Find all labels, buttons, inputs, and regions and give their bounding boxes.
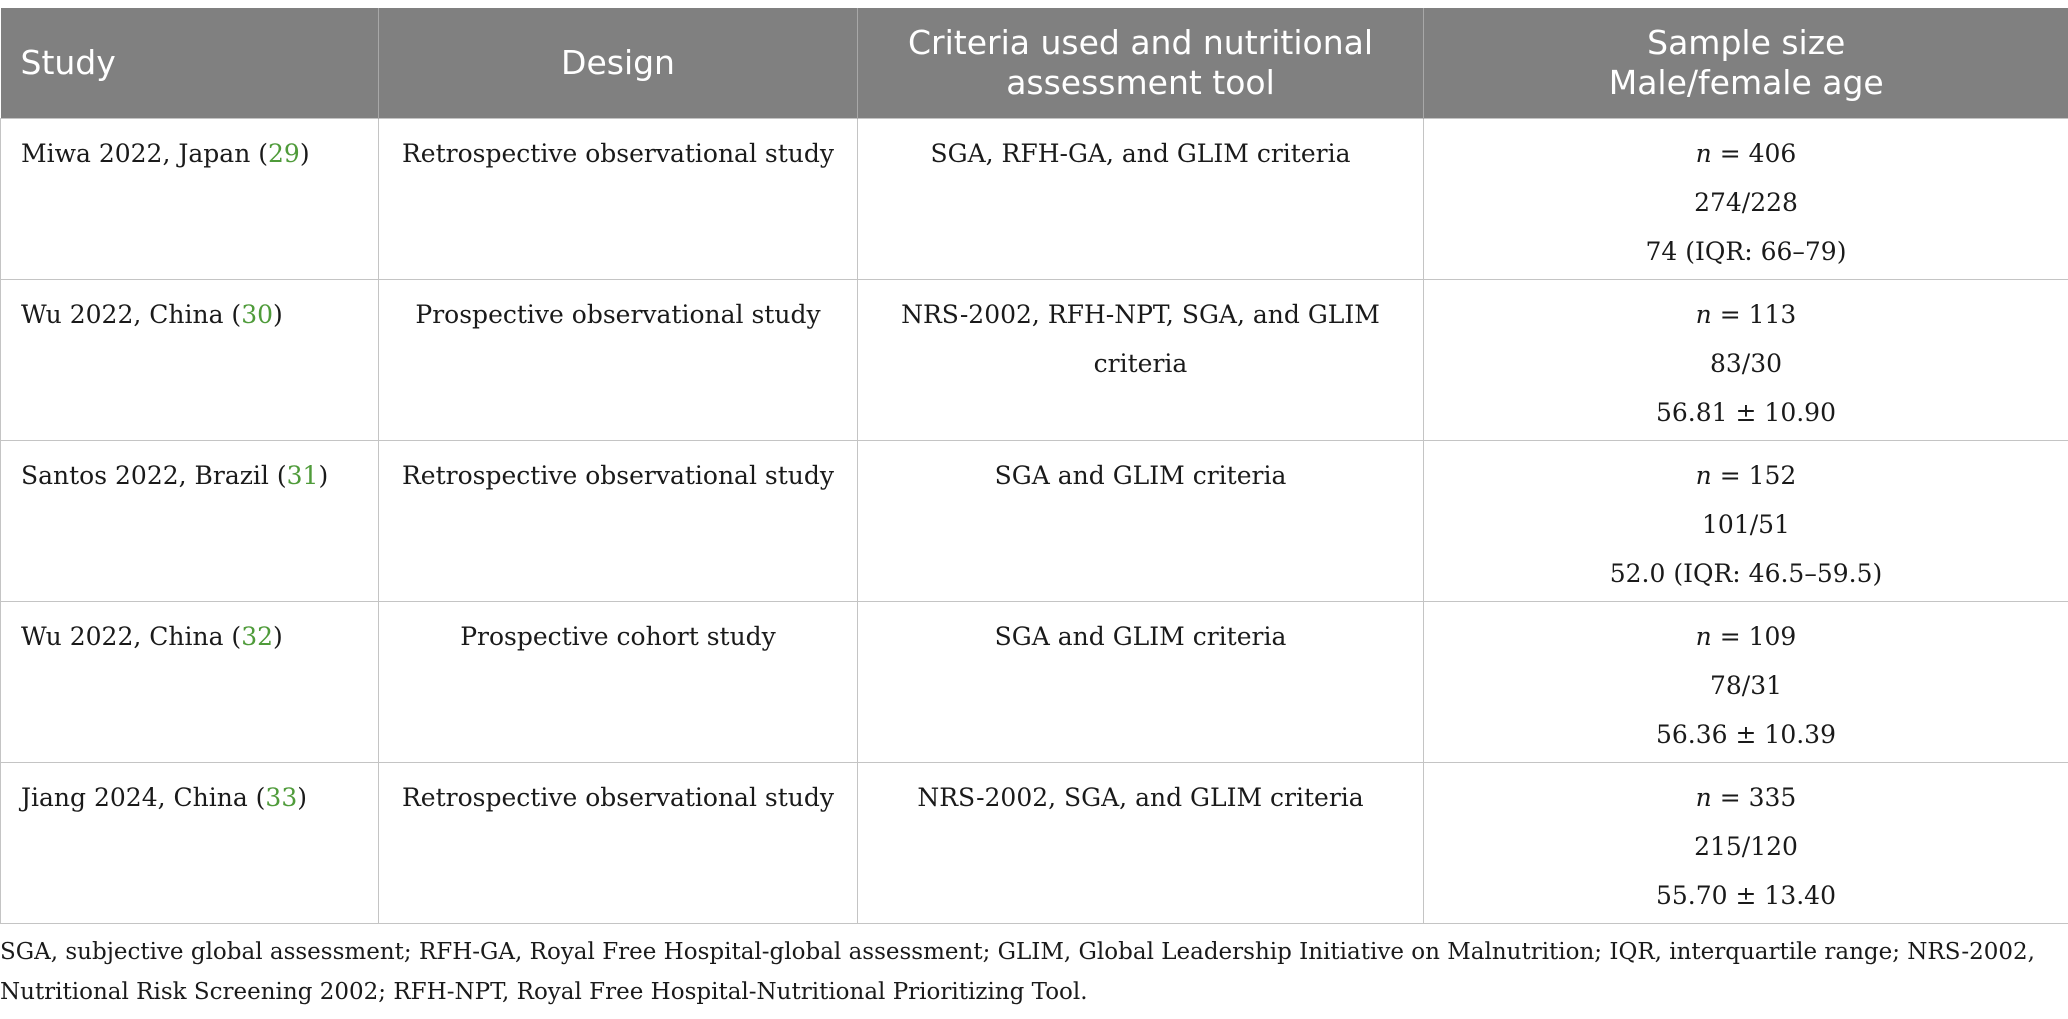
study-characteristics-table <box>0 8 2068 924</box>
cell-sample <box>1424 279 2068 440</box>
study-text: Jiang 2024, China ( <box>21 782 266 812</box>
table-row <box>1 118 2068 279</box>
cell-design: Prospective observational study <box>379 279 858 440</box>
sample-age: 56.81 ± 10.90 <box>1656 397 1836 427</box>
header-study: Study <box>20 42 116 82</box>
n-value: = 113 <box>1711 299 1797 329</box>
header-sample-line1: Sample size <box>1647 22 1846 62</box>
n-label: n <box>1695 621 1712 651</box>
header-criteria-line1: Criteria used and nutritional <box>908 22 1373 62</box>
n-value: = 152 <box>1711 460 1797 490</box>
cell-criteria: SGA and GLIM criteria <box>858 440 1424 601</box>
n-label: n <box>1695 782 1712 812</box>
header-criteria <box>858 8 1424 118</box>
n-value: = 335 <box>1711 782 1797 812</box>
table-container <box>0 8 2068 924</box>
header-sample <box>1424 8 2068 118</box>
header-design: Design <box>379 8 858 118</box>
study-close: ) <box>299 138 310 168</box>
cell-design: Retrospective observational study <box>379 440 858 601</box>
sample-n <box>1438 612 2054 661</box>
sample-n <box>1438 451 2054 500</box>
cell-criteria: SGA and GLIM criteria <box>858 601 1424 762</box>
table-footnote: SGA, subjective global assessment; RFH-GA, Royal Free Hospital-global assessment; GLIM, Global Leadership Initiative on Malnutrition; IQR, interquartile range; NRS-2002, Nutritional Risk Screening 2002; RFH-NPT, Royal Free Hospital-Nutritional Prioritizing Tool. <box>0 939 2035 1005</box>
reference-link[interactable]: 30 <box>241 299 273 329</box>
study-close: ) <box>318 460 329 490</box>
cell-criteria: NRS-2002, RFH-NPT, SGA, and GLIM criteria <box>858 279 1424 440</box>
reference-link[interactable]: 32 <box>241 621 273 651</box>
study-text: Wu 2022, China ( <box>21 621 242 651</box>
table-header <box>1 8 2068 118</box>
study-close: ) <box>273 299 283 329</box>
reference-link[interactable]: 33 <box>265 782 298 812</box>
study-text: Wu 2022, China ( <box>21 299 242 329</box>
n-value: = 406 <box>1711 138 1797 168</box>
sample-age: 55.70 ± 13.40 <box>1656 880 1836 910</box>
sample-sex: 101/51 <box>1702 509 1790 539</box>
sample-n <box>1438 129 2054 178</box>
table-row <box>1 762 2068 923</box>
sample-n <box>1438 773 2054 822</box>
cell-design: Prospective cohort study <box>379 601 858 762</box>
sample-sex: 215/120 <box>1694 831 1798 861</box>
cell-study <box>1 118 379 279</box>
cell-sample <box>1424 440 2068 601</box>
cell-sample <box>1424 118 2068 279</box>
header-sample-line2: Male/female age <box>1608 62 1884 102</box>
n-label: n <box>1695 460 1712 490</box>
table-row <box>1 601 2068 762</box>
cell-design: Retrospective observational study <box>379 118 858 279</box>
cell-criteria: NRS-2002, SGA, and GLIM criteria <box>858 762 1424 923</box>
n-value: = 109 <box>1711 621 1797 651</box>
sample-sex: 78/31 <box>1709 670 1783 700</box>
table-row <box>1 440 2068 601</box>
cell-criteria: SGA, RFH-GA, and GLIM criteria <box>858 118 1424 279</box>
header-row <box>1 8 2068 118</box>
cell-sample <box>1424 601 2068 762</box>
sample-sex: 274/228 <box>1694 187 1798 217</box>
n-label: n <box>1695 138 1712 168</box>
study-text: Santos 2022, Brazil ( <box>21 460 287 490</box>
study-text: Miwa 2022, Japan ( <box>21 138 268 168</box>
header-criteria-line2: assessment tool <box>1006 62 1275 102</box>
table-row <box>1 279 2068 440</box>
cell-sample <box>1424 762 2068 923</box>
cell-study <box>1 279 379 440</box>
sample-age: 74 (IQR: 66–79) <box>1645 236 1847 266</box>
cell-design: Retrospective observational study <box>379 762 858 923</box>
sample-sex: 83/30 <box>1709 348 1783 378</box>
reference-link[interactable]: 29 <box>268 138 300 168</box>
table-body <box>1 118 2068 923</box>
sample-age: 52.0 (IQR: 46.5–59.5) <box>1609 558 1883 588</box>
cell-study <box>1 440 379 601</box>
reference-link[interactable]: 31 <box>286 460 319 490</box>
n-label: n <box>1695 299 1712 329</box>
cell-study <box>1 762 379 923</box>
study-close: ) <box>273 621 283 651</box>
sample-age: 56.36 ± 10.39 <box>1656 719 1836 749</box>
study-close: ) <box>297 782 307 812</box>
sample-n <box>1438 290 2054 339</box>
cell-study <box>1 601 379 762</box>
